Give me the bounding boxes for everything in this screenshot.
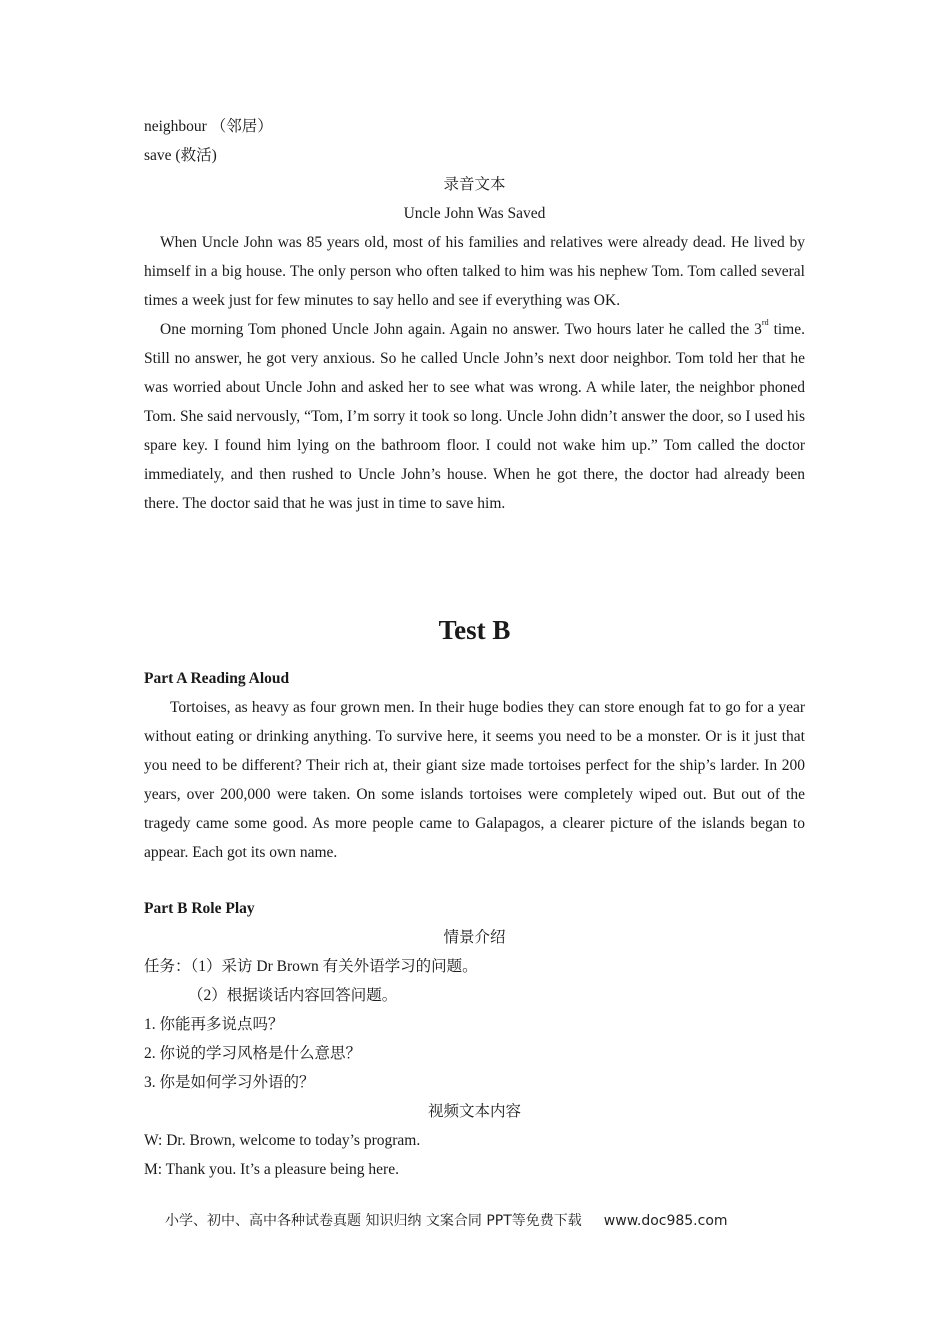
test-title: Test B [438, 615, 511, 645]
dialogue-line-2: M: Thank you. It’s a pleasure being here. [144, 1161, 399, 1178]
story-paragraph-1: When Uncle John was 85 years old, most of his families and relatives were already dead. He lived by himself in a big house. The only person who often talked to him was his nephew Tom. Tom called several times a week just for few minutes to say hello and see if everything was OK. [144, 234, 805, 309]
document-page [144, 112, 805, 1184]
vocab-save: save (救活) [144, 147, 217, 164]
part-b-heading: Part B Role Play [144, 900, 255, 917]
story-paragraph-2-rest: time. Still no answer, he got very anxious. So he called Uncle John’s next door neighbor. Tom told her that he was worried about Uncle John and asked her to see what was wrong. A while later, the neighbor phoned Tom. She said nervously, “Tom, I’m sorry it took so long. Uncle John didn’t answer the door, so I used his spare key. I found him lying on the bathroom floor. I could not wake him up.” Tom called the doctor immediately, and then rushed to Uncle John’s house. When he got there, the doctor had already been there. The doctor said that he was just in time to save him. [144, 321, 805, 512]
question-1: 1. 你能再多说点吗？ [144, 1016, 284, 1033]
transcript-heading: 录音文本 [443, 176, 506, 193]
scenario-heading: 情景介绍 [443, 929, 506, 946]
story-title: Uncle John Was Saved [403, 205, 546, 222]
task-line-1: 任务：（1）采访 Dr Brown 有关外语学习的问题。 [144, 958, 478, 975]
video-heading: 视频文本内容 [427, 1103, 521, 1120]
story-paragraph-2 [144, 315, 805, 518]
question-2: 2. 你说的学习风格是什么意思？ [144, 1045, 362, 1062]
vocab-neighbour: neighbour （邻居） [144, 118, 273, 135]
footer-text: 小学、初中、高中各种试卷真题 知识归纳 文案合同 PPT等免费下载 [165, 1213, 582, 1229]
page-footer [165, 1210, 728, 1230]
ordinal-suffix: rd [761, 318, 769, 327]
part-a-heading: Part A Reading Aloud [144, 670, 290, 687]
footer-site-link[interactable]: www.doc985.com [603, 1213, 728, 1229]
part-a-text: Tortoises, as heavy as four grown men. In their huge bodies they can store enough fat to go for a year without eating or drinking anything. To survive here, it seems you need to be a monster. Or is it just that you need to be different? Their rich at, their giant size made tortoises perfect for the ship’s larder. In 200 years, over 200,000 were taken. On some islands tortoises were completely wiped out. But out of the tragedy came some good. As more people came to Galapagos, a clearer picture of the islands began to appear. Each got its own name. [144, 699, 805, 861]
task-line-2: （2）根据谈话内容回答问题。 [188, 987, 398, 1004]
question-3: 3. 你是如何学习外语的？ [144, 1074, 315, 1091]
story-paragraph-2-start: One morning Tom phoned Uncle John again. Again no answer. Two hours later he called the 3 [160, 321, 762, 338]
dialogue-line-1: W: Dr. Brown, welcome to today’s program. [144, 1132, 421, 1149]
